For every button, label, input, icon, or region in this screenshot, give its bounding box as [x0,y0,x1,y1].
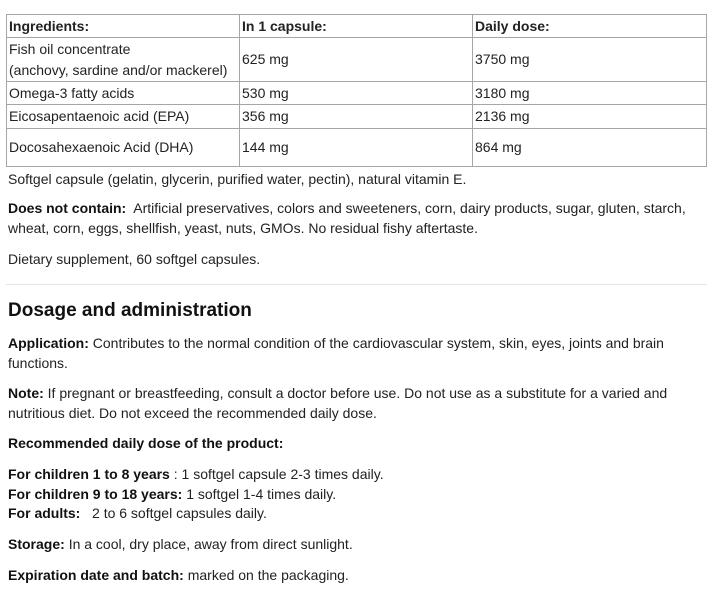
dose-adults [8,503,708,523]
note-label: Note: [8,385,44,401]
dose-text: : 1 softgel capsule 2-3 times daily. [173,466,384,482]
ingredient-name-line1: Fish oil concentrate [9,40,131,57]
recommended-dose-heading: Recommended daily dose of the product: [8,435,284,451]
storage-paragraph [8,534,708,554]
dose-text: 2 to 6 softgel capsules daily. [92,505,267,521]
table-row [7,82,707,105]
storage-label: Storage: [8,536,65,552]
dose-children-9-18 [8,484,708,504]
dose-label: For adults: [8,505,81,521]
storage-text: In a cool, dry place, away from direct sunlight. [68,536,353,552]
section-title: Dosage and administration [8,300,252,321]
does-not-contain-paragraph [8,198,708,238]
application-paragraph [8,333,708,373]
daily-dose-value: 3180 mg [473,82,707,105]
application-label: Application: [8,335,89,351]
ingredient-name: Omega-3 fatty acids [7,82,240,105]
expiration-paragraph [8,565,708,585]
ingredient-name [7,38,240,82]
note-paragraph [8,383,708,423]
does-not-contain-text: Artificial preservatives, colors and sweeteners, corn, dairy products, sugar, gluten, starch, wheat, corn, eggs, shellfish, yeast, nuts, GMOs. No residual fishy aftertaste. [8,200,686,236]
per-capsule-value: 144 mg [240,129,473,167]
daily-dose-value: 864 mg [473,129,707,167]
note-text: If pregnant or breastfeeding, consult a doctor before use. Do not use as a substitute for a varied and nutritious diet. Do not exceed the recommended daily dose. [8,385,668,421]
daily-dose-value: 3750 mg [473,38,707,82]
header-ingredients: Ingredients: [7,15,240,38]
does-not-contain-label: Does not contain: [8,200,127,216]
dose-text: 1 softgel 1-4 times daily. [186,486,337,502]
dose-label: For children 9 to 18 years: [8,486,183,502]
expiration-label: Expiration date and batch: [8,567,184,583]
dose-children-1-8 [8,464,708,484]
table-header-row [7,15,707,38]
per-capsule-value: 625 mg [240,38,473,82]
daily-dose-value: 2136 mg [473,105,707,129]
ingredient-name: Docosahexaenoic Acid (DHA) [7,129,240,167]
application-text: Contributes to the normal condition of the cardiovascular system, skin, eyes, joints and brain functions. [8,335,664,371]
table-row [7,38,707,82]
header-per-capsule: In 1 capsule: [240,15,473,38]
header-daily-dose: Daily dose: [473,15,707,38]
dietary-supplement-text: Dietary supplement, 60 softgel capsules. [8,251,261,267]
table-row [7,105,707,129]
per-capsule-value: 530 mg [240,82,473,105]
section-divider [6,284,707,285]
capsule-composition-text: Softgel capsule (gelatin, glycerin, purified water, pectin), natural vitamin E. [8,171,467,187]
expiration-text: marked on the packaging. [187,567,349,583]
ingredients-table [6,14,707,167]
ingredient-name: Eicosapentaenoic acid (EPA) [7,105,240,129]
table-row [7,129,707,167]
dose-label: For children 1 to 8 years [8,466,170,482]
ingredient-name-line2: (anchovy, sardine and/or mackerel) [9,61,228,78]
per-capsule-value: 356 mg [240,105,473,129]
